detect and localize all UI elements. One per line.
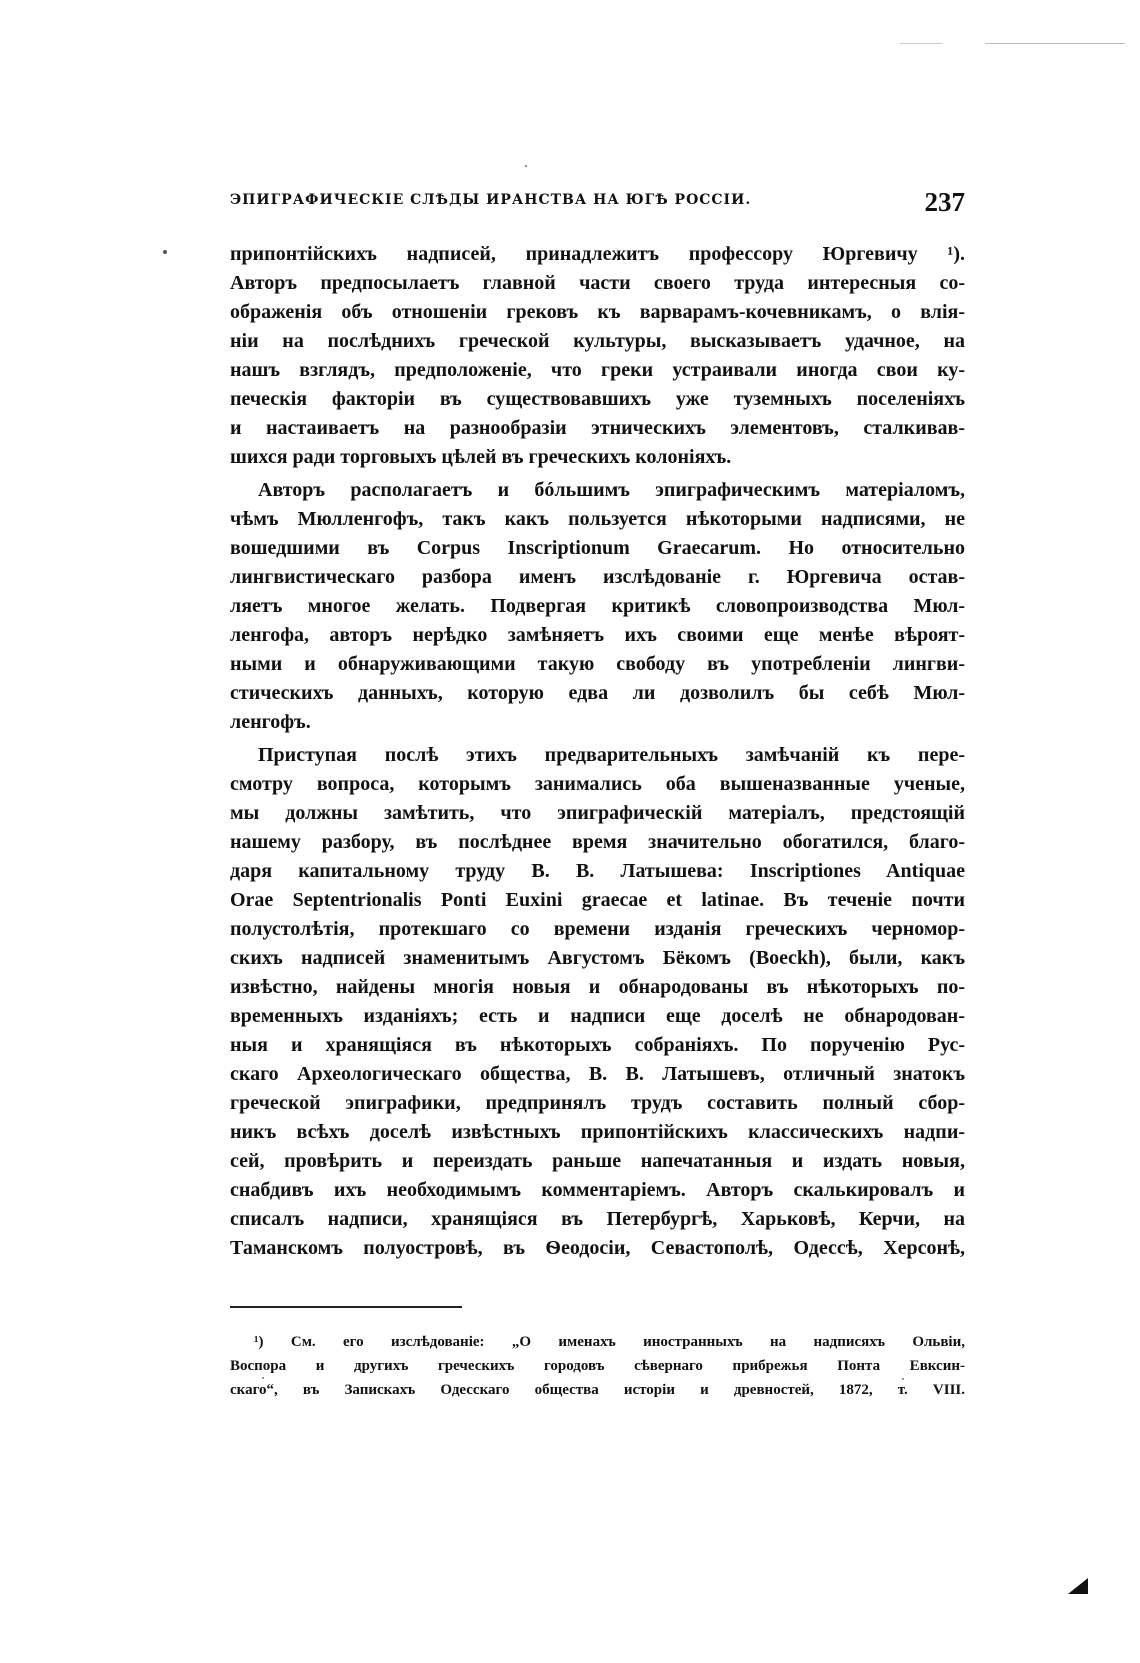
text-line: ляетъ многое желать. Подвергая критикѣ словопроизводства Мюл- xyxy=(230,595,965,617)
text-line: скаго Археологическаго общества, В. В. Латышевъ, отличный знатокъ xyxy=(230,1063,965,1085)
text-line: сей, провѣрить и переиздать раньше напечатанныя и издать новыя, xyxy=(230,1150,965,1172)
footnote-divider xyxy=(230,1306,462,1308)
paragraph xyxy=(230,240,965,472)
text-line: вошедшими въ Corpus Inscriptionum Graecarum. Но относительно xyxy=(230,537,965,559)
text-line: ныя и хранящіяся въ нѣкоторыхъ собраніяхъ. По порученію Рус- xyxy=(230,1034,965,1056)
text-line: извѣстно, найдены многія новыя и обнародованы въ нѣкоторыхъ по- xyxy=(230,976,965,998)
text-line: ленгофа, авторъ нерѣдко замѣняетъ ихъ своими еще менѣе вѣроят- xyxy=(230,624,965,646)
text-line: даря капитальному труду В. В. Латышева: Inscriptiones Antiquae xyxy=(230,860,965,882)
text-line: полустолѣтія, протекшаго со времени изданія греческихъ черномор- xyxy=(230,918,965,940)
speck-dot xyxy=(525,165,527,167)
text-line: Таманскомъ полуостровѣ, въ Ѳеодосіи, Севастополѣ, Одессѣ, Херсонѣ, xyxy=(230,1237,965,1259)
text-line: Авторъ располагаетъ и бóльшимъ эпиграфическимъ матеріаломъ, xyxy=(258,479,965,501)
text-line: смотру вопроса, которымъ занимались оба вышеназванные ученые, xyxy=(230,773,965,795)
running-head xyxy=(230,187,965,221)
text-line: скихъ надписей знаменитымъ Августомъ Бёкомъ (Boeckh), были, какъ xyxy=(230,947,965,969)
text-line: Orae Septentrionalis Ponti Euxini graecae et latinae. Въ теченіе почти xyxy=(230,889,965,911)
scan-edge-mark xyxy=(900,43,942,44)
text-line: греческой эпиграфики, предпринялъ трудъ составить полный сбор- xyxy=(230,1092,965,1114)
text-line: Приступая послѣ этихъ предварительныхъ замѣчаній къ пере- xyxy=(258,744,965,766)
body-text xyxy=(230,240,965,1267)
text-line: лингвистическаго разбора именъ изслѣдованіе г. Юргевича остав- xyxy=(230,566,965,588)
text-line: шихся ради торговыхъ цѣлей въ греческихъ колоніяхъ. xyxy=(230,446,732,468)
footnote xyxy=(230,1330,965,1402)
text-line: стическихъ данныхъ, которую едва ли дозволилъ бы себѣ Мюл- xyxy=(230,682,965,704)
text-line: ными и обнаруживающими такую свободу въ употребленіи лингви- xyxy=(230,653,965,675)
text-line: временныхъ изданіяхъ; есть и надписи еще доселѣ не обнародован- xyxy=(230,1005,965,1027)
paragraph xyxy=(230,476,965,737)
page-number: 237 xyxy=(924,187,965,217)
margin-dot xyxy=(163,250,167,254)
paragraph xyxy=(230,741,965,1263)
text-line: и настаиваетъ на разнообразіи этническихъ элементовъ, сталкивав- xyxy=(230,417,965,439)
text-line: чѣмъ Мюлленгофъ, такъ какъ пользуется нѣкоторыми надписями, не xyxy=(230,508,965,530)
text-line: Авторъ предпосылаетъ главной части своего труда интересныя со- xyxy=(230,272,965,294)
footnote-line: ¹) См. его изслѣдованіе: „О именахъ иностранныхъ на надписяхъ Ольвіи, xyxy=(254,1334,965,1350)
running-title: ЭПИГРАФИЧЕСКІЕ СЛѢДЫ ИРАНСТВА НА ЮГѢ РОССІИ. xyxy=(230,192,752,208)
footnote-line: скаго“, въ Запискахъ Одесскаго общества исторіи и древностей, 1872, т. VIII. xyxy=(230,1382,965,1398)
text-line: нашъ взглядъ, предположеніе, что греки устраивали иногда свои ку- xyxy=(230,359,965,381)
footnote-line: Воспора и другихъ греческихъ городовъ сѣвернаго прибрежья Понта Евксин- xyxy=(230,1358,965,1374)
text-line: мы должны замѣтить, что эпиграфическій матеріалъ, предстоящій xyxy=(230,802,965,824)
text-line: снабдивъ ихъ необходимымъ комментаріемъ. Авторъ скалькировалъ и xyxy=(230,1179,965,1201)
text-line: печескія факторіи въ существовавшихъ уже туземныхъ поселеніяхъ xyxy=(230,388,965,410)
text-line: ленгофъ. xyxy=(230,711,311,733)
text-line: нашему разбору, въ послѣднее время значительно обогатился, благо- xyxy=(230,831,965,853)
text-line: списалъ надписи, хранящіяся въ Петербургѣ, Харьковѣ, Керчи, на xyxy=(230,1208,965,1230)
corner-triangle-mark-icon xyxy=(1068,1578,1088,1594)
scan-edge-line xyxy=(985,43,1125,44)
text-line: ображенія объ отношеніи грековъ къ варварамъ-кочевникамъ, о влія- xyxy=(230,301,965,323)
text-line: ніи на послѣднихъ греческой культуры, высказываетъ удачное, на xyxy=(230,330,965,352)
text-line: никъ всѣхъ доселѣ извѣстныхъ припонтійскихъ классическихъ надпи- xyxy=(230,1121,965,1143)
text-line: припонтійскихъ надписей, принадлежитъ профессору Юргевичу ¹). xyxy=(230,243,965,265)
